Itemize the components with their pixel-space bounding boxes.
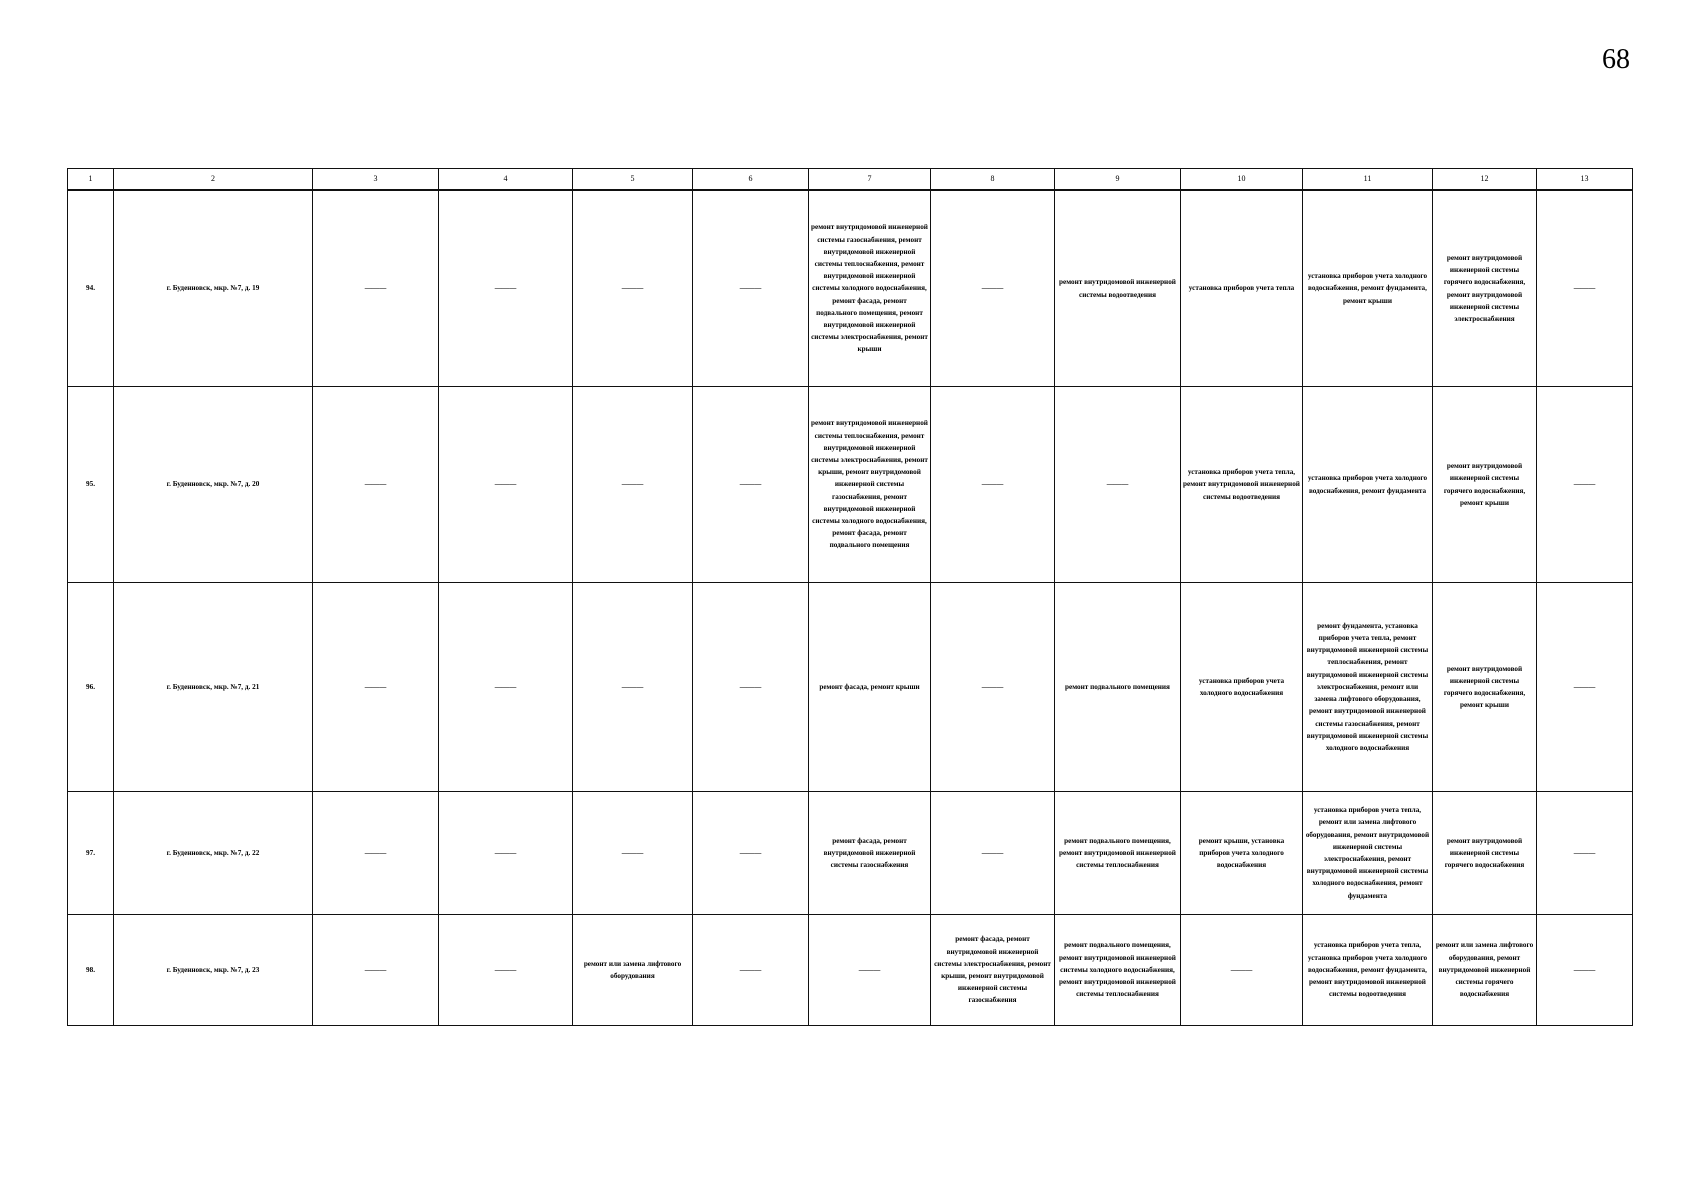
- table-row: [68, 583, 1633, 792]
- dash-cell: ———: [931, 190, 1055, 387]
- table-row: [68, 387, 1633, 583]
- dash-cell: ———: [439, 190, 573, 387]
- column-header: 9: [1055, 169, 1181, 191]
- work-cell: ремонт внутридомовой инженерной системы водоотведения: [1055, 190, 1181, 387]
- work-cell: ремонт внутридомовой инженерной системы горячего водоснабжения, ремонт крыши: [1433, 387, 1537, 583]
- dash-cell: ———: [1537, 583, 1633, 792]
- dash-cell: ———: [573, 190, 693, 387]
- work-cell: установка приборов учета тепла: [1181, 190, 1303, 387]
- dash-cell: ———: [809, 915, 931, 1026]
- dash-cell: ———: [931, 387, 1055, 583]
- address-cell: г. Буденновск, мкр. №7, д. 19: [114, 190, 313, 387]
- dash-cell: ———: [1537, 387, 1633, 583]
- column-header: 5: [573, 169, 693, 191]
- work-cell: ремонт внутридомовой инженерной системы горячего водоснабжения: [1433, 792, 1537, 915]
- column-header: 7: [809, 169, 931, 191]
- work-cell: ремонт крыши, установка приборов учета холодного водоснабжения: [1181, 792, 1303, 915]
- dash-cell: ———: [693, 583, 809, 792]
- repair-schedule-table: [67, 168, 1633, 1026]
- column-header: 2: [114, 169, 313, 191]
- dash-cell: ———: [1055, 387, 1181, 583]
- work-cell: ремонт фасада, ремонт крыши: [809, 583, 931, 792]
- work-cell: установка приборов учета холодного водоснабжения, ремонт фундамента: [1303, 387, 1433, 583]
- dash-cell: ———: [931, 583, 1055, 792]
- dash-cell: ———: [313, 190, 439, 387]
- work-cell: ремонт подвального помещения, ремонт внутридомовой инженерной системы холодного водоснабжения, ремонт внутридомовой инженерной системы теплоснабжения: [1055, 915, 1181, 1026]
- page-number: 68: [1602, 44, 1630, 75]
- dash-cell: ———: [313, 792, 439, 915]
- dash-cell: ———: [439, 792, 573, 915]
- dash-cell: ———: [439, 583, 573, 792]
- address-cell: г. Буденновск, мкр. №7, д. 23: [114, 915, 313, 1026]
- row-number: 96.: [68, 583, 114, 792]
- column-header: 1: [68, 169, 114, 191]
- column-number-header-row: [68, 169, 1633, 191]
- work-cell: ремонт подвального помещения, ремонт внутридомовой инженерной системы теплоснабжения: [1055, 792, 1181, 915]
- dash-cell: ———: [573, 792, 693, 915]
- work-cell: установка приборов учета тепла, ремонт или замена лифтового оборудования, ремонт внутридомовой инженерной системы электроснабжения, ремонт внутридомовой инженерной системы холодного водоснабжения, ремонт фундамента: [1303, 792, 1433, 915]
- column-header: 12: [1433, 169, 1537, 191]
- row-number: 98.: [68, 915, 114, 1026]
- column-header: 8: [931, 169, 1055, 191]
- column-header: 4: [439, 169, 573, 191]
- row-number: 97.: [68, 792, 114, 915]
- work-cell: ремонт внутридомовой инженерной системы газоснабжения, ремонт внутридомовой инженерной системы теплоснабжения, ремонт внутридомовой инженерной системы холодного водоснабжения, ремонт фасада, ремонт подвального помещения, ремонт внутридомовой инженерной системы электроснабжения, ремонт крыши: [809, 190, 931, 387]
- dash-cell: ———: [573, 387, 693, 583]
- work-cell: ремонт внутридомовой инженерной системы теплоснабжения, ремонт внутридомовой инженерной системы электроснабжения, ремонт крыши, ремонт внутридомовой инженерной системы газоснабжения, ремонт внутридомовой инженерной системы холодного водоснабжения, ремонт фасада, ремонт подвального помещения: [809, 387, 931, 583]
- row-number: 95.: [68, 387, 114, 583]
- dash-cell: ———: [439, 915, 573, 1026]
- work-cell: ремонт внутридомовой инженерной системы горячего водоснабжения, ремонт внутридомовой инженерной системы электроснабжения: [1433, 190, 1537, 387]
- column-header: 10: [1181, 169, 1303, 191]
- column-header: 3: [313, 169, 439, 191]
- work-cell: ремонт фасада, ремонт внутридомовой инженерной системы газоснабжения: [809, 792, 931, 915]
- dash-cell: ———: [1181, 915, 1303, 1026]
- dash-cell: ———: [1537, 915, 1633, 1026]
- dash-cell: ———: [1537, 190, 1633, 387]
- dash-cell: ———: [573, 583, 693, 792]
- work-cell: установка приборов учета тепла, ремонт внутридомовой инженерной системы водоотведения: [1181, 387, 1303, 583]
- work-cell: ремонт или замена лифтового оборудования, ремонт внутридомовой инженерной системы горячего водоснабжения: [1433, 915, 1537, 1026]
- dash-cell: ———: [1537, 792, 1633, 915]
- table-row: [68, 915, 1633, 1026]
- column-header: 6: [693, 169, 809, 191]
- work-cell: установка приборов учета тепла, установка приборов учета холодного водоснабжения, ремонт фундамента, ремонт внутридомовой инженерной системы водоотведения: [1303, 915, 1433, 1026]
- dash-cell: ———: [313, 387, 439, 583]
- work-cell: установка приборов учета холодного водоснабжения, ремонт фундамента, ремонт крыши: [1303, 190, 1433, 387]
- dash-cell: ———: [693, 915, 809, 1026]
- address-cell: г. Буденновск, мкр. №7, д. 22: [114, 792, 313, 915]
- dash-cell: ———: [931, 792, 1055, 915]
- address-cell: г. Буденновск, мкр. №7, д. 21: [114, 583, 313, 792]
- dash-cell: ———: [439, 387, 573, 583]
- dash-cell: ———: [693, 792, 809, 915]
- table-row: [68, 792, 1633, 915]
- work-cell: ремонт фасада, ремонт внутридомовой инженерной системы электроснабжения, ремонт крыши, ремонт внутридомовой инженерной системы газоснабжения: [931, 915, 1055, 1026]
- work-cell: ремонт или замена лифтового оборудования: [573, 915, 693, 1026]
- work-cell: ремонт внутридомовой инженерной системы горячего водоснабжения, ремонт крыши: [1433, 583, 1537, 792]
- work-cell: ремонт подвального помещения: [1055, 583, 1181, 792]
- column-header: 11: [1303, 169, 1433, 191]
- column-header: 13: [1537, 169, 1633, 191]
- table-row: [68, 190, 1633, 387]
- work-cell: установка приборов учета холодного водоснабжения: [1181, 583, 1303, 792]
- dash-cell: ———: [693, 387, 809, 583]
- dash-cell: ———: [693, 190, 809, 387]
- address-cell: г. Буденновск, мкр. №7, д. 20: [114, 387, 313, 583]
- row-number: 94.: [68, 190, 114, 387]
- work-cell: ремонт фундамента, установка приборов учета тепла, ремонт внутридомовой инженерной системы теплоснабжения, ремонт внутридомовой инженерной системы электроснабжения, ремонт или замена лифтового оборудования, ремонт внутридомовой инженерной системы газоснабжения, ремонт внутридомовой инженерной системы холодного водоснабжения: [1303, 583, 1433, 792]
- dash-cell: ———: [313, 915, 439, 1026]
- dash-cell: ———: [313, 583, 439, 792]
